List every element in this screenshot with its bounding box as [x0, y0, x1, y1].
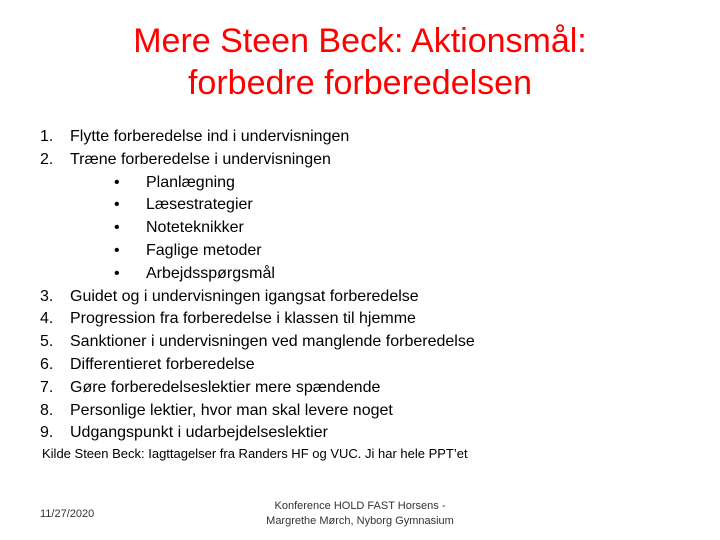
list-item-text: Gøre forberedelseslektier mere spændende [70, 378, 381, 396]
list-item-number: 8. [40, 401, 54, 419]
list-item-text: Guidet og i undervisningen igangsat forberedelse [70, 287, 419, 305]
list-item-number: 3. [40, 287, 54, 305]
bullet-icon: • [114, 264, 120, 282]
list-item-text: Flytte forberedelse ind i undervisningen [70, 128, 350, 145]
bullet-icon: • [114, 196, 120, 214]
list-item-text: Træne forberedelse i undervisningen [70, 150, 331, 168]
list-item [40, 400, 700, 423]
slide-title-line-2: forbedre forberedelsen [187, 64, 532, 102]
list-item [40, 377, 700, 400]
sub-list-item [40, 172, 700, 195]
list-item-number: 5. [40, 333, 54, 351]
list-item-text: Sanktioner i undervisningen ved manglende forberedelse [70, 333, 475, 351]
sub-list-item-text: Faglige metoder [146, 241, 262, 259]
footer-date: 11/27/2020 [40, 508, 95, 520]
list-item-text: Personlige lektier, hvor man skal levere noget [70, 401, 393, 419]
list-item [40, 126, 700, 149]
list-item [40, 308, 700, 331]
list-item [40, 286, 700, 309]
sub-list-item-text: Læsestrategier [146, 196, 253, 214]
sub-list-item [40, 263, 700, 286]
list-item-text: Progression fra forberedelse i klassen til hjemme [70, 310, 416, 328]
list-item [40, 149, 700, 172]
list-item-number: 2. [40, 150, 54, 168]
bullet-icon: • [114, 241, 120, 259]
list-item-number: 9. [40, 424, 54, 442]
sub-list-item-text: Planlægning [146, 173, 235, 191]
list-item-number: 7. [40, 378, 54, 396]
list-item [40, 331, 700, 354]
list-item-text: Udgangspunkt i udarbejdelseslektier [70, 424, 328, 442]
footer-line-1: Konference HOLD FAST Horsens - [274, 500, 446, 512]
footer-presenter [240, 499, 480, 529]
source-note: Kilde Steen Beck: Iagttagelser fra Randers HF og VUC. Ji har hele PPT’et [42, 446, 468, 461]
list-item-number: 6. [40, 355, 54, 373]
footer-line-2: Margrethe Mørch, Nyborg Gymnasium [266, 515, 454, 527]
list-item [40, 422, 700, 445]
list-item [40, 354, 700, 377]
bullet-icon: • [114, 173, 120, 191]
slide-title-line-1: Mere Steen Beck: Aktionsmål: [133, 22, 587, 60]
sub-list-item-text: Noteteknikker [146, 219, 244, 237]
bullet-icon: • [114, 219, 120, 237]
sub-list-item-text: Arbejdsspørgsmål [146, 264, 275, 282]
list-item-number: 4. [40, 310, 54, 328]
slide-title [0, 20, 720, 104]
list-item-number: 1. [40, 128, 54, 145]
sub-list-item [40, 240, 700, 263]
sub-list-item [40, 217, 700, 240]
sub-list-item [40, 194, 700, 217]
list-item-text: Differentieret forberedelse [70, 355, 255, 373]
numbered-list [40, 126, 700, 445]
